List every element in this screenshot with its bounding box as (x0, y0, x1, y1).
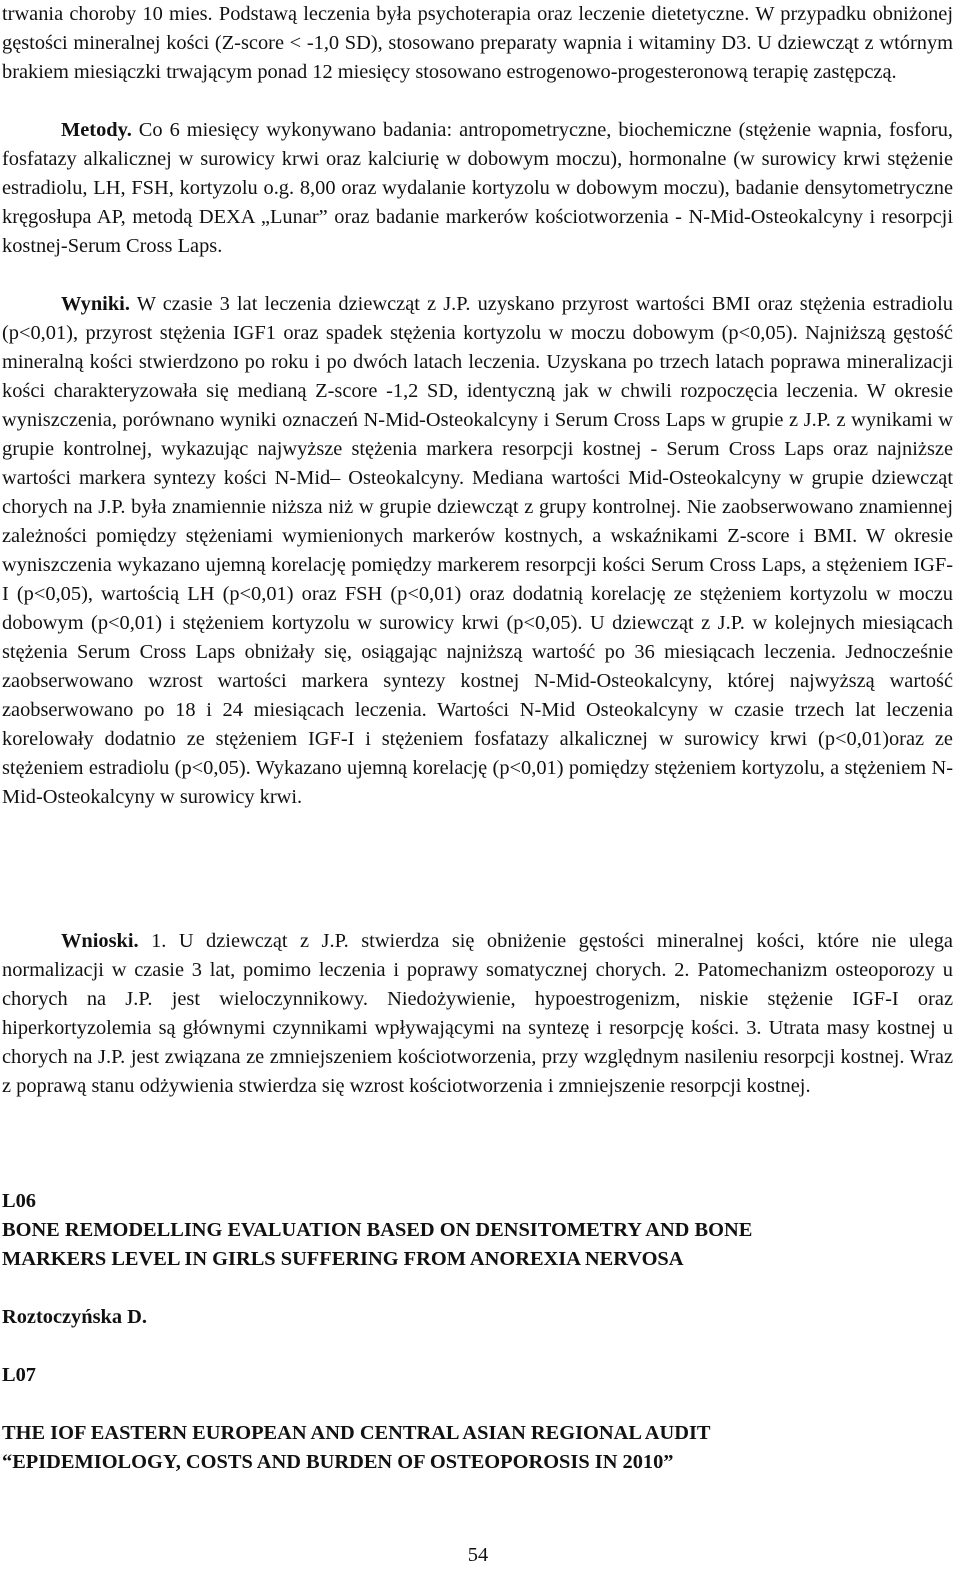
conclusions-paragraph (2, 927, 953, 1101)
methods-paragraph (2, 116, 953, 261)
l07-title-line2: “EPIDEMIOLOGY, COSTS AND BURDEN OF OSTEOPOROSIS IN 2010” (2, 1451, 674, 1473)
conclusions-text: 1. U dziewcząt z J.P. stwierdza się obniżenie gęstości mineralnej kości, które nie ulega normalizacji w czasie 3 lat, pomimo leczenia i poprawy somatycznej chorych. 2. Patomechanizm osteoporozy u chorych na J.P. jest wieloczynnikowy. Niedożywienie, hypoestrogenizm, niskie stężenie IGF-I oraz hiperkortyzolemia są głównymi czynnikami wpływającymi na syntezę i resorpcję kości. 3. Utrata masy kostnej u chorych na J.P. jest związana ze zmniejszeniem kościotworzenia, przy względnym nasileniu resorpcji kostnej. Wraz z poprawą stanu odżywienia stwierdza się wzrost kościotworzenia i zmniejszenie resorpcji kostnej. (2, 930, 953, 1097)
methods-label: Metody. (61, 119, 132, 141)
methods-text: Co 6 miesięcy wykonywano badania: antropometryczne, biochemiczne (stężenie wapnia, fosforu, fosfatazy alkalicznej w surowicy krwi oraz kalciurię w dobowym moczu), hormonalne (w surowicy krwi stężenie estradiolu, LH, FSH, kortyzolu o.g. 8,00 oraz wydalanie kortyzolu w dobowym moczu), badanie densytometryczne kręgosłupa AP, metodą DEXA „Lunar” oraz badanie markerów kościotworzenia - N-Mid-Osteokalcyny i resorpcji kostnej-Serum Cross Laps. (2, 119, 953, 257)
l06-code: L06 (2, 1190, 36, 1212)
conclusions-label: Wnioski. (61, 930, 139, 952)
l06-title-line1: BONE REMODELLING EVALUATION BASED ON DENSITOMETRY AND BONE (2, 1219, 753, 1241)
results-paragraph (2, 290, 953, 812)
l06-author: Roztoczyńska D. (2, 1306, 147, 1328)
results-label: Wyniki. (61, 293, 130, 315)
l07-code: L07 (2, 1364, 36, 1386)
page-number: 54 (467, 1544, 489, 1566)
l06-title-line2: MARKERS LEVEL IN GIRLS SUFFERING FROM ANOREXIA NERVOSA (2, 1248, 684, 1270)
l07-title-line1: THE IOF EASTERN EUROPEAN AND CENTRAL ASIAN REGIONAL AUDIT (2, 1422, 711, 1444)
results-text: W czasie 3 lat leczenia dziewcząt z J.P. uzyskano przyrost wartości BMI oraz stężenia estradiolu (p<0,01), przyrost stężenia IGF1 oraz spadek stężenia kortyzolu w moczu dobowym (p<0,05). Najniższą gęstość mineralną kości stwierdzono po roku i po dwóch latach leczenia. Uzyskana po trzech latach poprawa mineralizacji kości charakteryzowała się medianą Z-score -1,2 SD, identyczną jak w chwili rozpoczęcia leczenia. W okresie wyniszczenia, porównano wyniki oznaczeń N-Mid-Osteokalcyny i Serum Cross Laps w grupie z J.P. z wynikami w grupie kontrolnej, wykazując najwyższe stężenia markera resorpcji kostnej - Serum Cross Laps oraz najniższe wartości markera syntezy kości N-Mid– Osteokalcyny. Mediana wartości Mid-Osteokalcyny w grupie dziewcząt chorych na J.P. była znamiennie niższa niż w grupie dziewcząt z grupy kontrolnej. Nie zaobserwowano znamiennej zależności pomiędzy stężeniami wymienionych markerów kostnych, a wskaźnikami Z-score i BMI. W okresie wyniszczenia wykazano ujemną korelację pomiędzy markerem resorpcji kości Serum Cross Laps, a stężeniem IGF-I (p<0,05), wartością LH (p<0,01) oraz FSH (p<0,01) oraz dodatnią korelację ze stężeniem kortyzolu w moczu dobowym (p<0,01) i stężeniem kortyzolu w surowicy krwi (p<0,05). U dziewcząt z J.P. w kolejnych miesiącach stężenia Serum Cross Laps obniżały się, osiągając najniższą wartość po 36 miesiącach leczenia. Jednocześnie zaobserwowano wzrost wartości markera syntezy kostnej N-Mid-Osteokalcyny, której najwyższą wartość zaobserwowano po 18 i 24 miesiącach leczenia. Wartości N-Mid Osteokalcyny w czasie trzech lat leczenia korelowały dodatnio ze stężeniem IGF-I i stężeniem fosfatazy alkalicznej w surowicy krwi (p<0,01)oraz ze stężeniem estradiolu (p<0,05). Wykazano ujemną korelację (p<0,01) pomiędzy stężeniem kortyzolu, a stężeniem N-Mid-Osteokalcyny w surowicy krwi. (2, 293, 953, 808)
intro-paragraph: trwania choroby 10 mies. Podstawą leczenia była psychoterapia oraz leczenie dietetyczne. W przypadku obniżonej gęstości mineralnej kości (Z-score < -1,0 SD), stosowano preparaty wapnia i witaminy D3. U dziewcząt z wtórnym brakiem miesiączki trwającym ponad 12 miesięcy stosowano estrogenowo-progesteronową terapię zastępczą. (2, 3, 953, 83)
